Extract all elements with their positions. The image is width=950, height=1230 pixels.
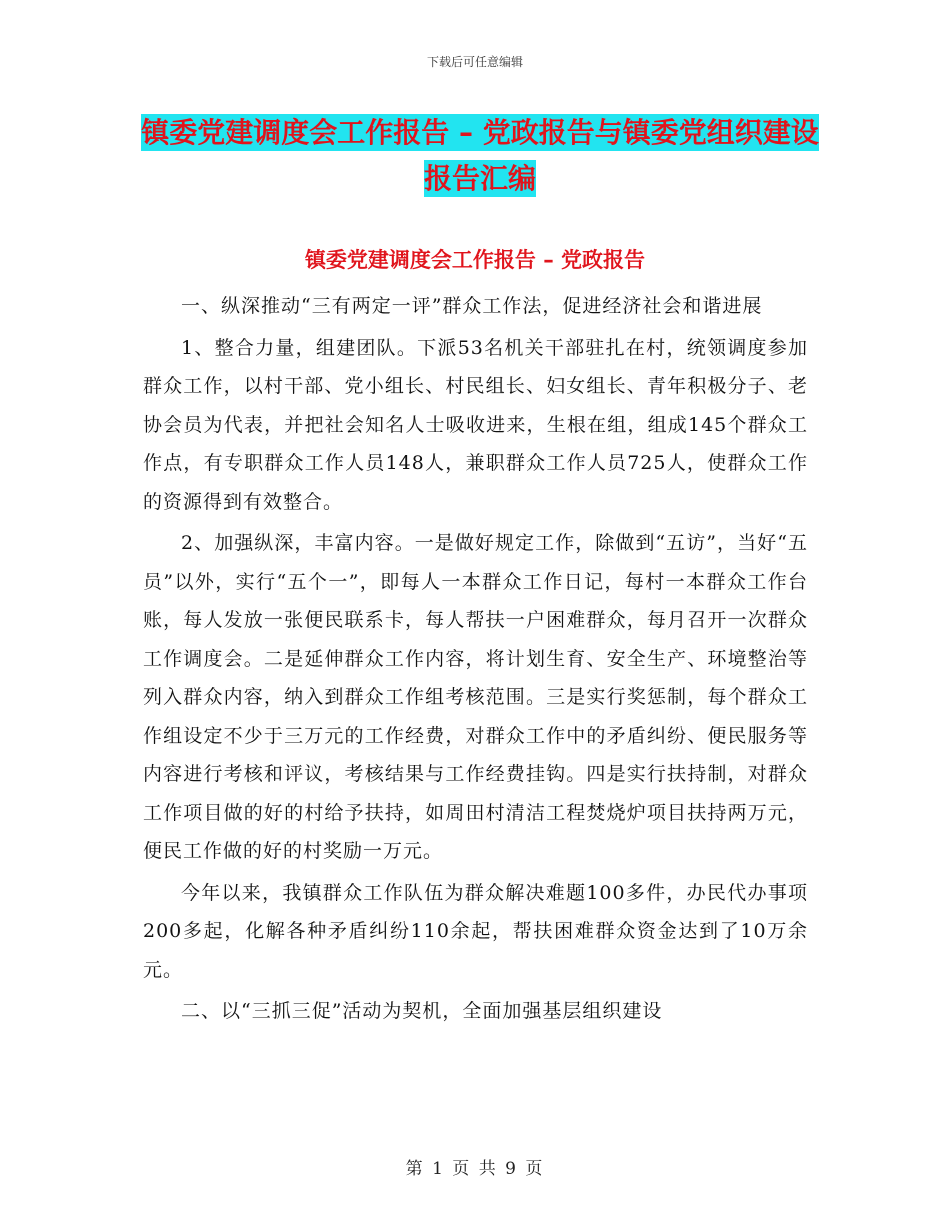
paragraph: 2、加强纵深，丰富内容。一是做好规定工作，除做到“五访”，当好“五员”以外，实行“五个一”，即每人一本群众工作日记，每村一本群众工作台账，每人发放一张便民联系卡，每人帮扶一户困难群众，每月召开一次群众工作调度会。二是延伸群众工作内容，将计划生育、安全生产、环境整治等列入群众内容，纳入到群众工作组考核范围。三是实行奖惩制，每个群众工作组设定不少于三万元的工作经费，对群众工作中的矛盾纠纷、便民服务等内容进行考核和评议，考核结果与工作经费挂钩。四是实行扶持制，对群众工作项目做的好的村给予扶持，如周田村清洁工程焚烧炉项目扶持两万元，便民工作做的好的村奖励一万元。 bbox=[143, 532, 808, 862]
page-header-note: 下载后可任意编辑 bbox=[426, 55, 523, 69]
document-body bbox=[143, 287, 808, 1031]
document-title-text: 镇委党建调度会工作报告 – 党政报告与镇委党组织建设报告汇编 bbox=[141, 116, 819, 195]
paragraph: 1、整合力量，组建团队。下派53名机关干部驻扎在村，统领调度参加群众工作，以村干部、党小组长、村民组长、妇女组长、青年积极分子、老协会员为代表，并把社会知名人士吸收进来，生根在组，组成145个群众工作点，有专职群众工作人员148人，兼职群众工作人员725人，使群众工作的资源得到有效整合。 bbox=[143, 336, 808, 513]
document-title bbox=[140, 110, 820, 202]
page-number: 第 1 页 共 9 页 bbox=[405, 1159, 545, 1179]
paragraph-heading-1: 一、纵深推动“三有两定一评”群众工作法，促进经济社会和谐进展 bbox=[181, 295, 763, 317]
paragraph-heading-2: 二、以“三抓三促”活动为契机，全面加强基层组织建设 bbox=[181, 1000, 663, 1022]
paragraph: 今年以来，我镇群众工作队伍为群众解决难题100多件，办民代办事项200多起，化解各种矛盾纠纷110余起，帮扶困难群众资金达到了10万余元。 bbox=[143, 881, 808, 981]
section-title: 镇委党建调度会工作报告 – 党政报告 bbox=[304, 248, 646, 272]
